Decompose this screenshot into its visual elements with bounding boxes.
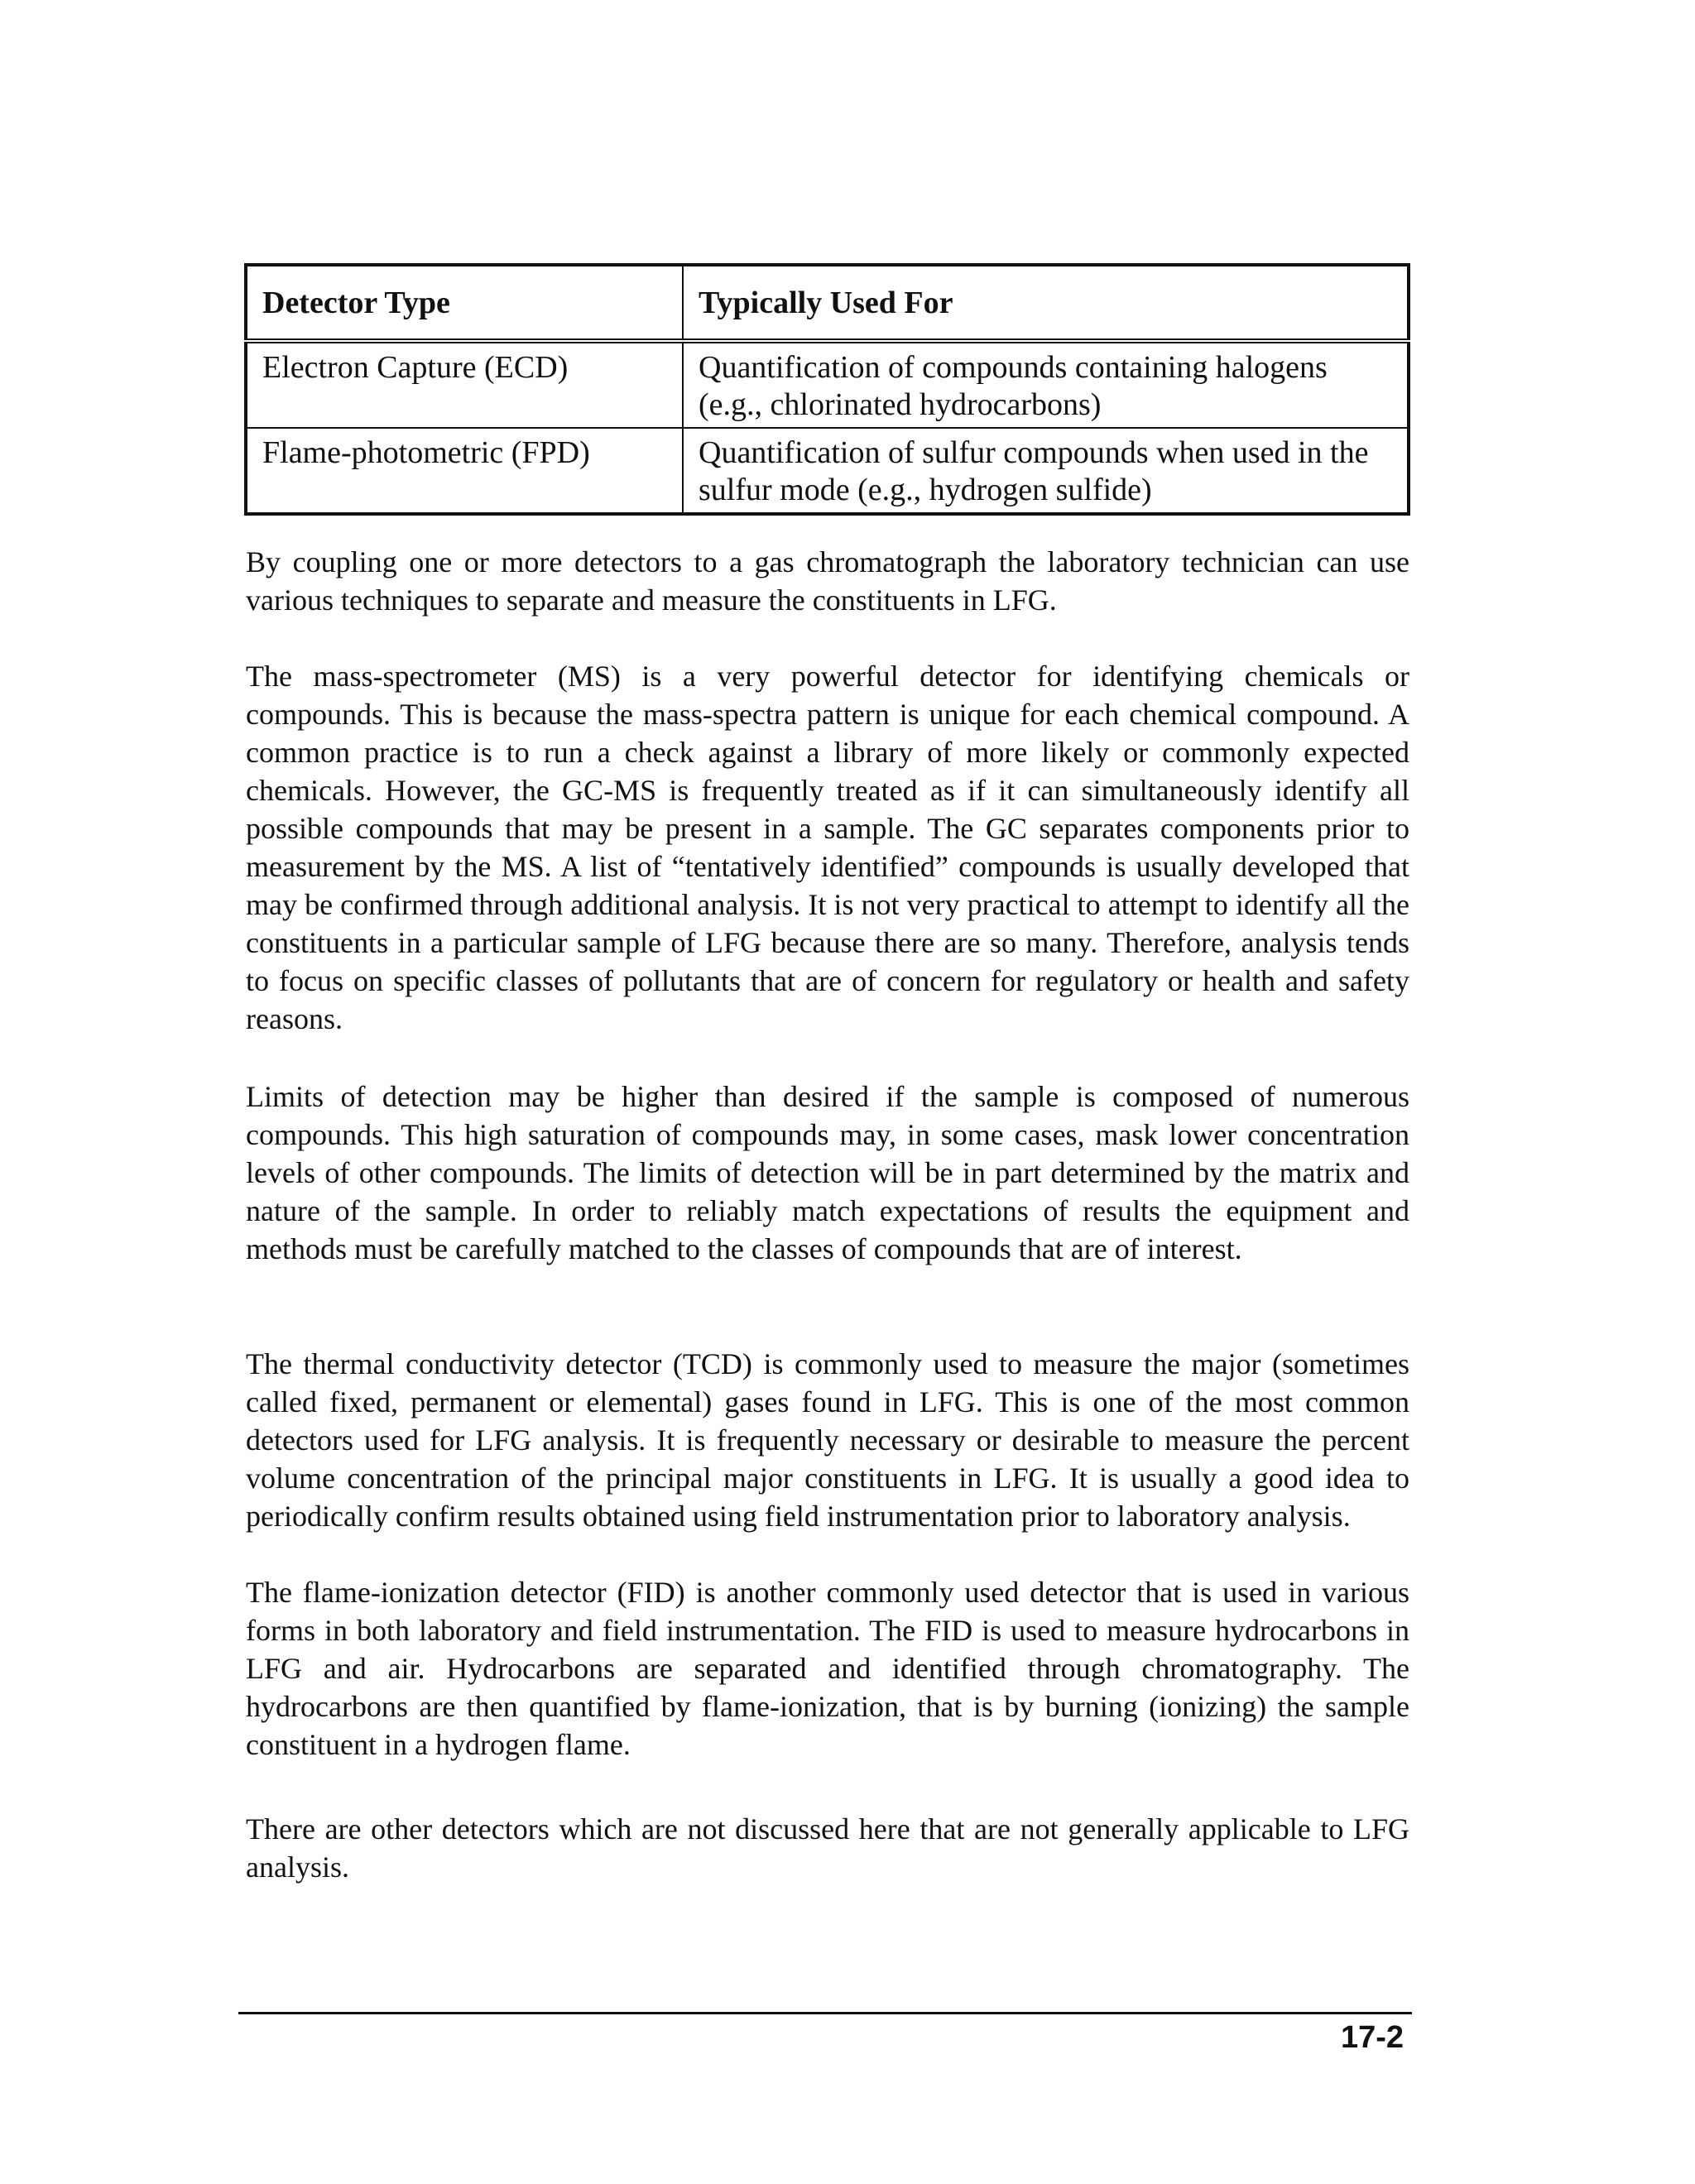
table-header-row (246, 265, 1409, 341)
paragraph-thermal-conductivity: The thermal conductivity detector (TCD) is commonly used to measure the major (sometimes called fixed, permanent or elemental) gases found in LFG. This is one of the most common detectors used for LFG analysis. It is frequently necessary or desirable to measure the percent volume concentration of the principal major constituents in LFG. It is usually a good idea to periodically confirm results obtained using field instrumentation prior to laboratory analysis. (246, 1347, 1409, 1533)
header-detector-type: Detector Type (246, 265, 683, 341)
paragraph-limits-of-detection: Limits of detection may be higher than desired if the sample is composed of numerous compounds. This high saturation of compounds may, in some cases, mask lower concentration levels of other compounds. The limits of detection will be in part determined by the matrix and nature of the sample. In order to reliably match expectations of results the equipment and methods must be carefully matched to the classes of compounds that are of interest. (246, 1080, 1409, 1265)
paragraph-mass-spectrometer: The mass-spectrometer (MS) is a very powerful detector for identifying chemicals or compounds. This is because the mass-spectra pattern is unique for each chemical compound. A common practice is to run a check against a library of more likely or commonly expected chemicals. However, the GC-MS is frequently treated as if it can simultaneously identify all possible compounds that may be present in a sample. The GC separates components prior to measurement by the MS. A list of “tentatively identified” compounds is usually developed that may be confirmed through additional analysis. It is not very practical to attempt to identify all the constituents in a particular sample of LFG because there are so many. Therefore, analysis tends to focus on specific classes of pollutants that are of concern for regulatory or health and safety reasons. (246, 660, 1409, 1035)
paragraph-other-detectors: There are other detectors which are not discussed here that are not generally applicable to LFG analysis. (246, 1812, 1409, 1884)
table-cell-usage: Quantification of sulfur compounds when used in the sulfur mode (e.g., hydrogen sulfide) (683, 428, 1409, 514)
table-cell-detector: Electron Capture (ECD) (246, 341, 683, 428)
paragraph-gc-coupling: By coupling one or more detectors to a gas chromatograph the laboratory technician can use various techniques to separate and measure the constituents in LFG. (246, 545, 1409, 617)
table-cell-usage: Quantification of compounds containing halogens (e.g., chlorinated hydrocarbons) (683, 341, 1409, 428)
header-typically-used-for: Typically Used For (683, 265, 1409, 341)
detector-table (244, 263, 1410, 516)
paragraph-flame-ionization: The flame-ionization detector (FID) is another commonly used detector that is used in various forms in both laboratory and field instrumentation. The FID is used to measure hydrocarbons in LFG and air. Hydrocarbons are separated and identified through chromatography. The hydrocarbons are then quantified by flame-ionization, that is by burning (ionizing) the sample constituent in a hydrogen flame. (246, 1576, 1409, 1761)
table-cell-detector: Flame-photometric (FPD) (246, 428, 683, 514)
table-row (246, 428, 1409, 514)
table-row (246, 341, 1409, 428)
footer-rule (238, 2012, 1412, 2014)
page-number: 17-2 (1340, 2020, 1404, 2055)
